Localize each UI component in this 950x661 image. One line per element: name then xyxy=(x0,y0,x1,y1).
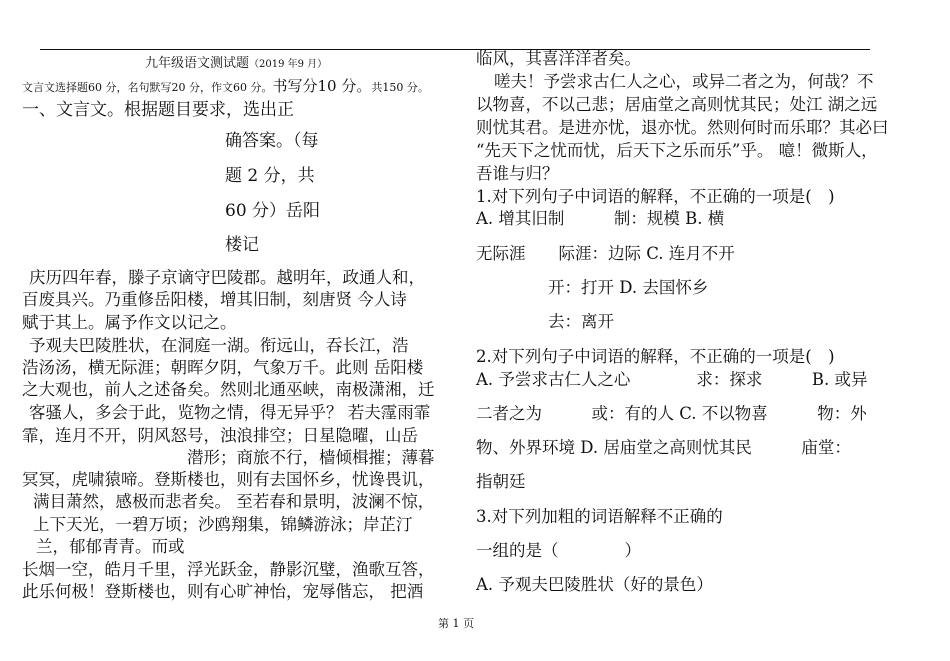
page-number: 第 1 页 xyxy=(438,617,474,630)
passage-line: 赋于其上。属予作文以记之。 xyxy=(22,313,237,332)
section-heading-5: 楼记 xyxy=(225,235,259,255)
exam-title xyxy=(145,57,327,70)
passage-line: 嗟夫！予尝求古仁人之心，或异二者之为，何哉？不 xyxy=(494,72,874,91)
section-heading-4: 60 分）岳阳 xyxy=(225,201,321,221)
passage-line: 长烟一空，皓月千里，浮光跃金，静影沉璧，渔歌互答， xyxy=(22,560,435,579)
passage-line: 冥冥，虎啸猿啼。登斯楼也，则有去国怀乡，忧谗畏讥， xyxy=(22,470,435,489)
question-3-option: A. 予观夫巴陵胜状（好的景色） xyxy=(476,575,713,594)
passage-line: 兰，郁郁青青。而或 xyxy=(36,537,185,556)
question-1-option: 无际涯 际涯：边际 C. 连月不开 xyxy=(476,244,735,263)
section-heading-1: 一、文言文。根据题目要求，选出正 xyxy=(22,100,294,120)
exam-date: （2019 年9 月） xyxy=(249,59,328,70)
question-2-option: A. 予尝求古仁人之心 求：探求 B. 或异 xyxy=(476,370,868,389)
question-1-option: A. 增其旧制 制：规模 B. 横 xyxy=(476,209,725,228)
question-1: 1.对下列句子中词语的解释，不正确的一项是( ) xyxy=(476,187,835,206)
passage-line: 之大观也，前人之述备矣。然则北通巫峡，南极潇湘，迁 xyxy=(22,380,435,399)
passage-line: 此乐何极！登斯楼也，则有心旷神怡，宠辱偕忘， 把酒 xyxy=(22,582,424,601)
passage-line: 则忧其君。是进亦忧，退亦忧。然则何时而乐耶？其必曰 xyxy=(476,118,889,137)
section-heading-3: 题 2 分，共 xyxy=(225,166,315,186)
passage-line: 百废具兴。乃重修岳阳楼，增其旧制，刻唐贤 今人诗 xyxy=(22,290,407,309)
header-rule xyxy=(40,49,870,50)
passage-line: 上下天光，一碧万顷；沙鸥翔集，锦鳞游泳；岸芷汀 xyxy=(33,515,413,534)
question-1-option: 去：离开 xyxy=(548,312,614,331)
passage-line: 浩汤汤，横无际涯；朝晖夕阴，气象万千。此则 岳阳楼 xyxy=(22,358,424,377)
passage-line: 庆历四年春，滕子京谪守巴陵郡。越明年，政通人和， xyxy=(29,268,425,287)
question-3: 3.对下列加粗的词语解释不正确的 xyxy=(476,507,723,526)
passage-line: 以物喜，不以己悲；居庙堂之高则忧其民；处江 湖之远 xyxy=(476,95,878,114)
question-2: 2.对下列句子中词语的解释，不正确的一项是( ) xyxy=(476,347,835,366)
question-2-option: 指朝廷 xyxy=(476,472,526,491)
question-1-option: 开：打开 D. 去国怀乡 xyxy=(548,278,709,297)
score-note xyxy=(22,78,429,94)
passage-line: 潜形；商旅不行，樯倾楫摧；薄暮 xyxy=(187,448,435,467)
exam-title-text: 九年级语文测试题 xyxy=(145,56,250,71)
total-score: 共150 分。 xyxy=(371,81,429,94)
passage-line: 吾谁与归？ xyxy=(476,164,559,183)
passage-line: 霏，连月不开，阴风怒号，浊浪排空；日星隐曜，山岳 xyxy=(22,426,418,445)
question-3-cont: 一组的是（ ） xyxy=(476,541,641,560)
passage-line: 临风，其喜洋洋者矣。 xyxy=(476,49,641,68)
score-note-text: 文言文选择题60 分，名句默写20 分，作文60 分。 xyxy=(22,81,273,94)
question-2-option: 物、外界环境 D. 居庙堂之高则忧其民 庙堂： xyxy=(476,438,851,457)
passage-line: 客骚人，多会于此，览物之情，得无异乎？ 若夫霪雨霏 xyxy=(29,403,431,422)
section-heading-2: 确答案。（每 xyxy=(225,131,319,151)
writing-score: 书写分10 分。 xyxy=(272,77,372,95)
passage-line: 予观夫巴陵胜状，在洞庭一湖。衔远山，吞长江，浩 xyxy=(29,336,409,355)
passage-line: 满目萧然，感极而悲者矣。 至若春和景明，波澜不惊， xyxy=(33,492,435,511)
question-2-option: 二者之为 或：有的人 C. 不以物喜 物：外 xyxy=(476,404,867,423)
passage-line: “先天下之忧而忧，后天下之乐而乐”乎。 噫！微斯人， xyxy=(476,141,878,160)
